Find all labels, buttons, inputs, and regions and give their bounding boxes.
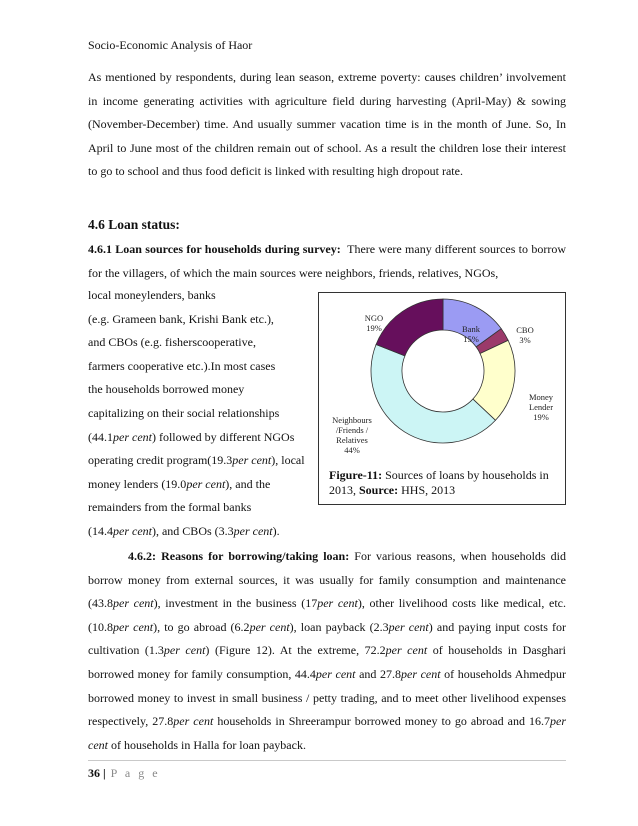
italic-text: per cent <box>186 476 226 491</box>
donut-label-1 <box>516 325 533 345</box>
italic-text: per cent <box>315 666 356 681</box>
italic-text: per cent <box>113 596 154 611</box>
slice-value-label: 19% <box>533 412 549 422</box>
footer-separator: | <box>100 766 109 780</box>
wrapped-line <box>88 453 305 468</box>
italic-text: per cent <box>249 619 290 634</box>
subsection-1-heading: 4.6.1 Loan sources for households during survey: <box>88 242 341 256</box>
slice-value-label: 19% <box>366 323 382 333</box>
text-run: (44.1 <box>88 429 113 444</box>
italic-text: per cent <box>113 524 152 538</box>
wrapped-line <box>88 312 274 327</box>
text-run: money lenders (19.0 <box>88 476 187 491</box>
text-run: ), investment in the business (17 <box>153 596 318 611</box>
donut-slice-ngo <box>376 299 443 356</box>
donut-label-3 <box>332 415 372 455</box>
subsection-1-intro <box>88 238 566 285</box>
subsection-2-text <box>88 549 566 752</box>
text-run: (e.g. Grameen bank, Krishi Bank etc.), <box>88 311 274 326</box>
wrapped-line <box>88 288 216 303</box>
text-run: farmers cooperative etc.).In most cases <box>88 358 276 373</box>
slice-name-label: Lender <box>528 402 554 412</box>
text-run: the households borrowed money <box>88 382 245 397</box>
text-run: ). <box>272 524 280 538</box>
subsection-1-line-2: borrow for the villagers, of which the main sources were neighbors, friends, relatives, NGOs, <box>88 242 566 280</box>
loan-sources-donut-chart <box>319 293 565 473</box>
wrapped-line <box>88 477 270 492</box>
footer-rule <box>88 760 566 761</box>
italic-text: per cent <box>388 619 429 634</box>
wrapped-line <box>88 524 280 539</box>
page-number: 36 <box>88 766 100 780</box>
text-run: of households in Halla for loan payback. <box>108 737 306 752</box>
figure-caption-label: Figure-11: <box>329 468 383 482</box>
running-header: Socio-Economic Analysis of Haor <box>88 38 253 52</box>
text-run: ), and CBOs (3.3 <box>151 524 234 538</box>
intro-paragraph: As mentioned by respondents, during lean season, extreme poverty: causes children’ involvement in income generating activities with agriculture field during harvesting (April-May) & sowing (November-December) time. And usually summer vacation time is in the month of June. So, In April to June most of the children remain out of school. As a result the children lose their interest to go to school and thus food deficit is linked with resulting high dropout rate. <box>88 70 566 179</box>
slice-name-label: Neighbours <box>332 415 372 425</box>
text-run: For various reasons, when households did borrow money from external sources, it was usually for family consumption and maintenance (43.8 <box>88 549 566 611</box>
text-run: (14.4 <box>88 524 113 538</box>
text-run: ), local <box>271 453 305 468</box>
donut-label-2 <box>529 392 554 422</box>
italic-text: per cent <box>232 453 272 468</box>
text-run: ) (Figure 12). At the extreme, 72.2 <box>205 643 386 658</box>
slice-value-label: 3% <box>519 335 531 345</box>
italic-text: per cent <box>233 524 273 538</box>
slice-value-label: 15% <box>463 334 479 344</box>
text-run: operating credit program(19.3 <box>88 453 233 468</box>
slice-name-label: CBO <box>516 325 534 335</box>
slice-name-label: Money <box>528 392 554 402</box>
text-run: of households in Dasghari borrowed money for family consumption, 44.4 <box>88 643 566 681</box>
subsection-1-line-1: There were many different sources to <box>347 242 529 256</box>
text-run: households in Shreerampur borrowed money to go abroad and 16.7 <box>213 714 550 729</box>
slice-name-label: /Friends / <box>335 425 369 435</box>
page-footer <box>88 766 160 781</box>
loan-sources-figure <box>318 292 566 505</box>
text-run: and 27.8 <box>355 666 402 681</box>
italic-text: per cent <box>317 596 358 611</box>
figure-source-label: Source: <box>359 483 399 497</box>
italic-text: per cent <box>113 619 154 634</box>
wrapped-line <box>88 500 251 515</box>
italic-text: per cent <box>385 643 428 658</box>
section-heading: 4.6 Loan status: <box>88 217 180 232</box>
donut-label-0 <box>462 324 481 344</box>
text-run: ), other livelihood costs like medical, etc. (10.8 <box>88 596 567 634</box>
italic-text: per cent <box>163 643 206 658</box>
wrapped-line <box>88 406 279 421</box>
text-run: and CBOs (e.g. fisherscooperative, <box>88 335 256 350</box>
wrapped-line <box>88 382 244 397</box>
italic-text: per cent <box>88 714 566 752</box>
slice-value-label: 44% <box>344 445 360 455</box>
text-run: of households Ahmedpur borrowed money to invest in small business / petty trading, and to meet other livelihood expenses respectively, 27.8 <box>88 666 567 729</box>
slice-name-label: Bank <box>462 324 480 334</box>
italic-text: per cent <box>173 714 214 729</box>
slice-name-label: Relatives <box>336 435 368 445</box>
italic-text: per cent <box>401 666 441 681</box>
figure-caption-text: Sources of loans by households in 2013, <box>329 468 549 497</box>
wrapped-line <box>88 335 256 350</box>
text-run: ), to go abroad (6.2 <box>153 619 250 634</box>
figure-source-text: HHS, 2013 <box>398 483 456 497</box>
text-run: ), loan payback (2.3 <box>289 619 389 634</box>
wrapped-line <box>88 430 294 445</box>
text-run: ) and paying input costs for cultivation (1.3 <box>88 619 566 658</box>
slice-name-label: NGO <box>364 313 384 323</box>
subsection-2-paragraph <box>88 545 566 757</box>
donut-label-4 <box>365 313 383 333</box>
figure-caption <box>329 468 559 498</box>
text-run: ), and the <box>225 476 271 491</box>
page-word: P a g e <box>110 766 161 780</box>
italic-text: per cent <box>113 429 152 444</box>
subsection-2-heading: 4.6.2: Reasons for borrowing/taking loan: <box>128 549 350 563</box>
text-run: capitalizing on their social relationships <box>88 406 280 420</box>
text-run: remainders from the formal banks <box>88 500 252 515</box>
text-run: local moneylenders, banks <box>88 288 216 302</box>
wrapped-line <box>88 359 275 374</box>
text-run: ) followed by different NGOs <box>151 429 295 444</box>
